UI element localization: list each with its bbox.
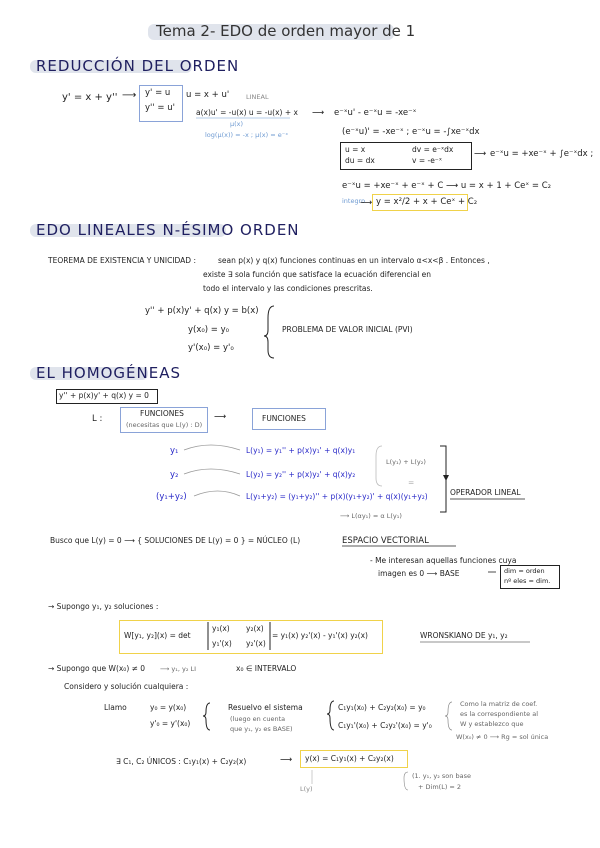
considero: Considero y solución cualquiera : (64, 682, 189, 691)
L-y2: L(y₂) = y₂'' + p(x)y₂' + q(x)y₂ (246, 470, 356, 479)
funciones-arrow: ⟶ (214, 412, 227, 422)
dim-line-1: dim = orden (504, 567, 545, 575)
sum-note: L(y₁) + L(y₂) (386, 458, 426, 466)
lineales-heading: EDO LINEALES N-ÉSIMO ORDEN (36, 221, 300, 239)
y2-label: y₂ (170, 470, 179, 480)
parts-v: v = -e⁻ˣ (412, 156, 443, 165)
funciones-left-note: (necesitas que L(y) : D) (126, 421, 203, 429)
resuelvo-note-1: (luego en cuenta (230, 715, 286, 723)
reduccion-arrow: ⟶ (122, 90, 137, 101)
espacio-vectorial: ESPACIO VECTORIAL (342, 536, 429, 546)
side-note-3: W y establezco que (460, 720, 524, 728)
reduccion-heading: REDUCCIÓN DEL ORDEN (36, 57, 240, 75)
alpha-note: ⟶ L(αy₁) = α L(y₁) (340, 512, 402, 520)
pvi-label: PROBLEMA DE VALOR INICIAL (PVI) (282, 325, 413, 334)
unicos-arrow: ⟶ (280, 755, 293, 765)
teorema-label: TEOREMA DE EXISTENCIA Y UNICIDAD : (48, 256, 196, 265)
matrix-21: y₁'(x) (212, 639, 232, 648)
teorema-line-2: existe ∃ sola función que satisface la ecuación diferencial en (203, 270, 432, 279)
y1y2-label: (y₁+y₂) (156, 492, 187, 502)
resuelvo-note-2: que y₁, y₂ es BASE) (230, 725, 293, 733)
dim-line-2: nº eles = dim. (504, 577, 551, 585)
interesan-line-1: - Me interesan aquellas funciones cuya (370, 556, 517, 565)
matrix-12: y₂(x) (246, 624, 264, 633)
supongo-w: → Supongo que W(x₀) ≠ 0 (48, 664, 146, 673)
linear-form: a(x)u' = -u(x) u = -u(x) + x (196, 108, 298, 117)
step-4: e⁻ˣu = +xe⁻ˣ + e⁻ˣ + C ⟶ u = x + 1 + Ceˣ = C₂ (342, 181, 552, 191)
equals-note: = (408, 478, 415, 487)
system-eq-1: C₁y₁(x₀) + C₂y₂(x₀) = y₀ (338, 703, 426, 712)
funciones-left: FUNCIONES (140, 409, 184, 418)
wronskiano-name: WRONSKIANO DE y₁, y₂ (420, 631, 508, 640)
x0-interval: x₀ ∈ INTERVALO (236, 664, 297, 673)
initial-condition-1: y(x₀) = y₀ (188, 325, 230, 335)
busco-line: Busco que L(y) = 0 ⟶ { SOLUCIONES DE L(y) = 0 } = NÚCLEO (L) (50, 536, 301, 545)
llamo-y0: y₀ = y(x₀) (150, 703, 187, 712)
L-y-note: L(y) (300, 785, 313, 793)
reduccion-result: u = x + u' (186, 90, 230, 100)
integro-note: integro (342, 197, 366, 205)
page-title: Tema 2- EDO de orden mayor de 1 (156, 22, 416, 40)
homogeneas-heading: EL HOMOGÉNEAS (36, 364, 182, 382)
reduccion-main-equation: y' = x + y'' (62, 92, 118, 103)
mu-label: μ(x) (230, 120, 244, 128)
parts-arrow: ⟶ (474, 149, 487, 159)
integro-arrow: ⟶ (360, 198, 373, 208)
parts-u: u = x (345, 145, 366, 154)
lineal-note: LINEAL (246, 93, 269, 101)
operator-L-label: L : (92, 414, 103, 424)
teorema-line-1: sean p(x) y q(x) funciones continuas en un intervalo α<x<β . Entonces , (218, 256, 490, 265)
initial-condition-2: y'(x₀) = y'₀ (188, 343, 234, 353)
step-2: (e⁻ˣu)' = -xe⁻ˣ ; e⁻ˣu = -∫xe⁻ˣdx (342, 127, 480, 137)
side-note-1: Como la matriz de coef. (460, 700, 538, 708)
final-note-1: (1. y₁, y₂ son base (412, 772, 471, 780)
matrix-22: y₂'(x) (246, 639, 266, 648)
side-note-2: es la correspondiente al (460, 710, 539, 718)
homogeneous-equation: y'' + p(x)y' + q(x) y = 0 (59, 391, 149, 400)
L-y1: L(y₁) = y₁'' + p(x)y₁' + q(x)y₁ (246, 446, 356, 455)
operador-lineal: OPERADOR LINEAL (450, 488, 521, 497)
step-3: e⁻ˣu = +xe⁻ˣ + ∫e⁻ˣdx ; (490, 149, 594, 159)
substitution-line-2: y'' = u' (145, 103, 175, 113)
funciones-right: FUNCIONES (262, 414, 306, 423)
y1-label: y₁ (170, 446, 179, 456)
side-note-4: W(x₀) ≠ 0 ⟶ Rg = sol única (456, 733, 549, 741)
step-1: e⁻ˣu' - e⁻ˣu = -xe⁻ˣ (334, 108, 417, 118)
final-note-2: + Dim(L) = 2 (418, 783, 462, 791)
supongo-w-note: ⟶ y₁, y₂ LI (160, 665, 197, 673)
wronskian-right: = y₁(x) y₂'(x) - y₁'(x) y₂(x) (272, 631, 368, 640)
step-arrow: ⟶ (312, 108, 325, 118)
unicos: ∃ C₁, C₂ ÚNICOS : C₁y₁(x) + C₂y₂(x) (116, 757, 247, 766)
lineal-equation: y'' + p(x)y' + q(x) y = b(x) (145, 306, 259, 316)
log-note: log(μ(x)) = -x ; μ(x) = e⁻ˣ (205, 131, 289, 139)
wronskian-left: W[y₁, y₂](x) = det (124, 631, 191, 640)
parts-du: du = dx (345, 156, 375, 165)
system-eq-2: C₁y₁'(x₀) + C₂y₂'(x₀) = y'₀ (338, 721, 432, 730)
llamo-y0prime: y'₀ = y'(x₀) (150, 719, 191, 728)
supongo-soluciones: → Supongo y₁, y₂ soluciones : (48, 602, 159, 611)
final-solution: y(x) = C₁y₁(x) + C₂y₂(x) (305, 754, 394, 763)
interesan-line-2: imagen es 0 ⟶ BASE (378, 569, 460, 578)
teorema-line-3: todo el intervalo y las condiciones prescritas. (203, 284, 373, 293)
parts-dv: dv = e⁻ˣdx (412, 145, 454, 154)
llamo: Llamo (104, 703, 127, 712)
substitution-line-1: y' = u (145, 88, 171, 98)
resuelvo: Resuelvo el sistema (228, 703, 303, 712)
L-y1y2: L(y₁+y₂) = (y₁+y₂)'' + p(x)(y₁+y₂)' + q(x)(y₁+y₂) (246, 492, 428, 501)
reduccion-final: y = x²/2 + x + Ceˣ + C₂ (376, 197, 478, 207)
matrix-11: y₁(x) (212, 624, 230, 633)
